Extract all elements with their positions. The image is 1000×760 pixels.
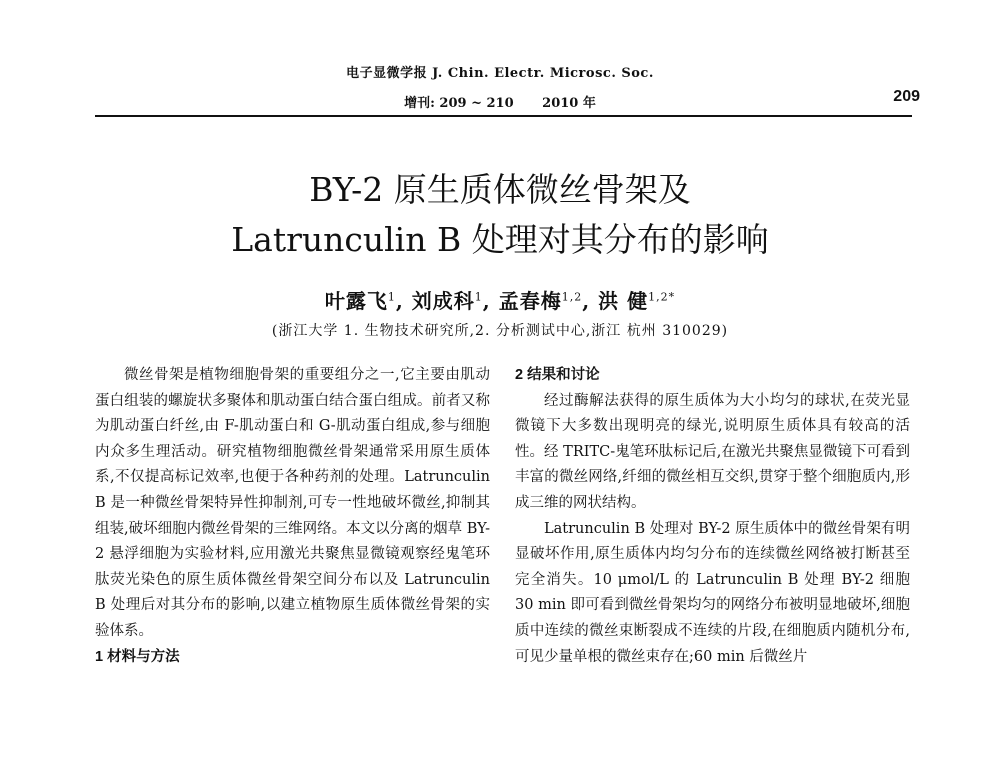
header-rule: [95, 115, 912, 117]
title-line-2: Latrunculin B 处理对其分布的影响: [231, 220, 769, 259]
journal-name: 电子显微学报 J. Chin. Electr. Microsc. Soc.: [346, 66, 654, 81]
page-number: 209: [893, 88, 920, 105]
affiliation: (浙江大学 1. 生物技术研究所,2. 分析测试中心,浙江 杭州 310029): [271, 323, 729, 339]
results-paragraph-1: 经过酶解法获得的原生质体为大小均匀的球状,在荧光显微镜下大多数出现明亮的绿光,说明原生质体具有较高的活性。经 TRITC-鬼笔环肽标记后,在激光共聚焦显微镜下可看到丰富的微丝网络,纤细的微丝相互交织,贯穿于整个细胞质内,形成三维的网状结构。: [515, 392, 910, 511]
author: 刘成科$^1$: [411, 289, 483, 313]
author: 洪 健$^{1,2*}$: [598, 289, 676, 313]
issue-year: 2010 年: [542, 96, 596, 111]
section-heading-results: 2 结果和讨论: [515, 367, 600, 383]
issue-label: 增刊: 209 ~ 210: [404, 96, 514, 111]
section-heading-methods: 1 材料与方法: [95, 648, 180, 665]
results-paragraph-2: Latrunculin B 处理对 BY-2 原生质体中的微丝骨架有明显破坏作用,原生质体内均匀分布的连续微丝网络被打断甚至完全消失。10 μmol/L 的 Latrunculin B 处理 BY-2 细胞 30 min 即可看到微丝骨架均匀的网络分布被明显地破坏,细胞质中连续的微丝束断裂成不连续的片段,在细胞质内随机分布,可见少量单根的微丝束存在;60 min 后微丝片: [515, 520, 910, 665]
author: 孟春梅$^{1,2}$: [498, 289, 583, 313]
issue-info: [0, 92, 1000, 111]
author-list: 叶露飞$^1$, 刘成科$^1$, 孟春梅$^{1,2}$, 洪 健$^{1,2*}$: [324, 289, 676, 313]
title-line-1: BY-2 原生质体微丝骨架及: [309, 170, 691, 209]
left-column: [95, 363, 490, 760]
author: 叶露飞$^1$: [324, 289, 396, 313]
right-column: [515, 363, 910, 760]
paper-title: [0, 165, 1000, 265]
intro-paragraph: 微丝骨架是植物细胞骨架的重要组分之一,它主要由肌动蛋白组装的螺旋状多聚体和肌动蛋白结合蛋白组成。前者又称为肌动蛋白纤丝,由 F-肌动蛋白和 G-肌动蛋白组成,参与细胞内众多生理活动。研究植物细胞微丝骨架通常采用原生质体系,不仅提高标记效率,也便于各种药剂的处理。Latrunculin B 是一种微丝骨架特异性抑制剂,可专一性地破坏微丝,抑制其组装,破坏细胞内微丝骨架的三维网络。本文以分离的烟草 BY-2 悬浮细胞为实验材料,应用激光共聚焦显微镜观察经鬼笔环肽荧光染色的原生质体微丝骨架空间分布以及 Latrunculin B 处理后对其分布的影响,以建立植物原生质体微丝骨架的实验体系。: [95, 367, 490, 639]
